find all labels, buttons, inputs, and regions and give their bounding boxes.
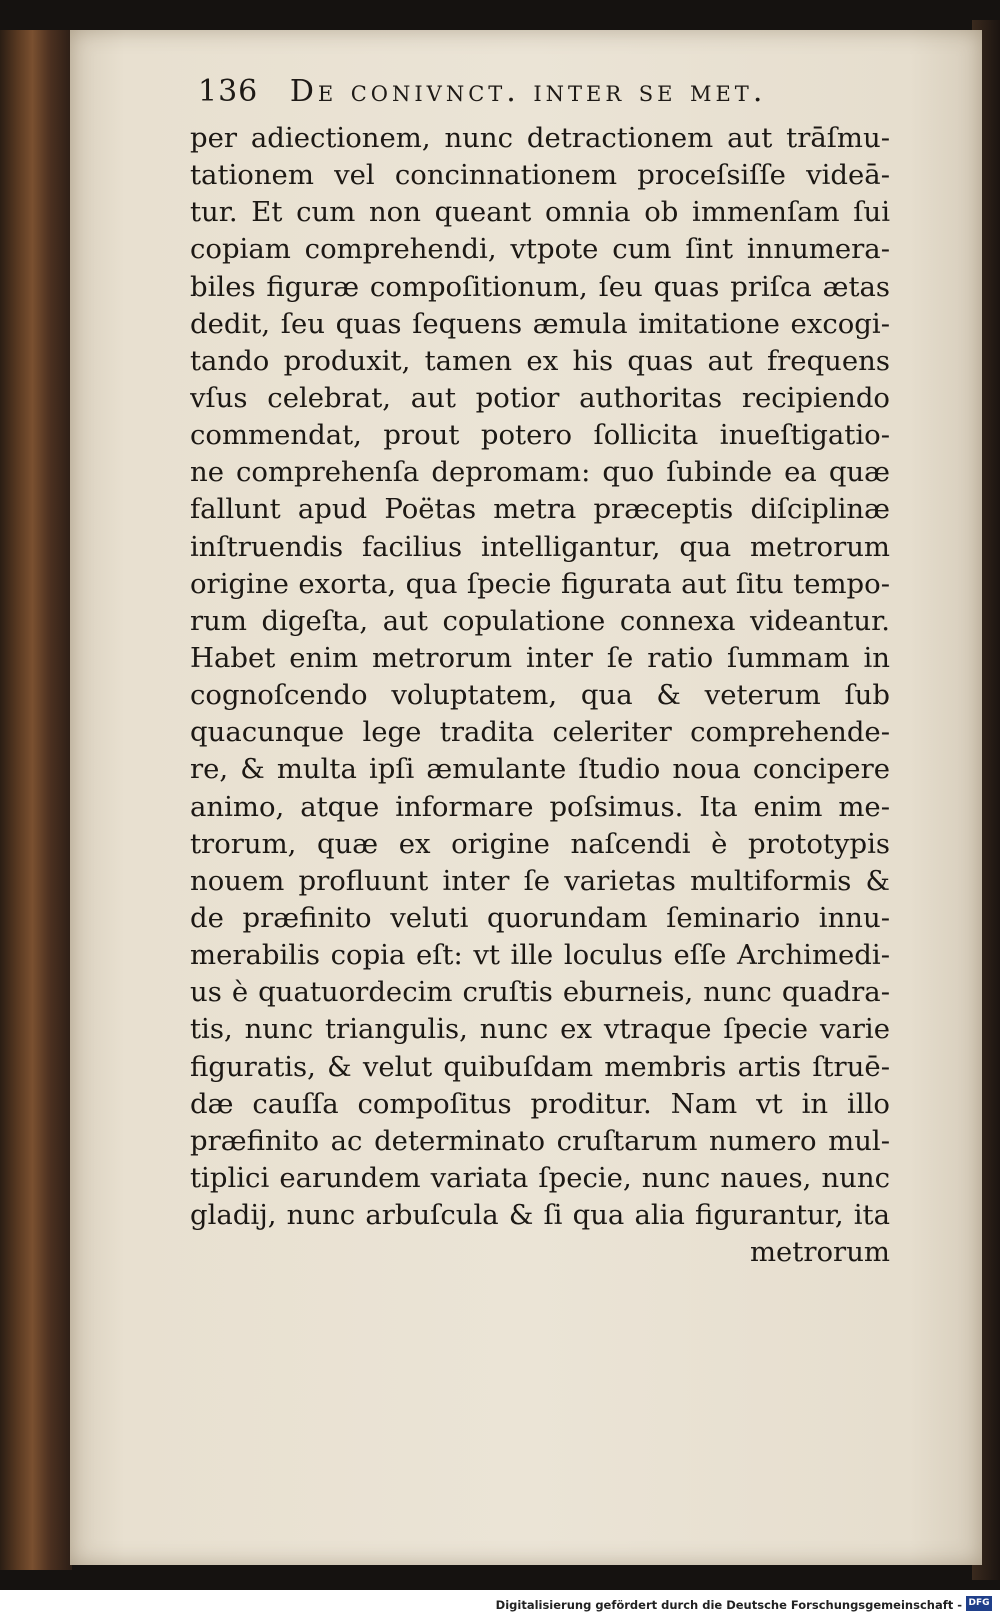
text-line: vſus celebrat, aut potior authoritas recipiendo [190, 381, 890, 414]
text-line: nouem profluunt inter ſe varietas multiformis & [190, 864, 890, 897]
dfg-logo-icon: DFG [966, 1596, 992, 1611]
text-line: re, & multa ipſi æmulante ſtudio noua concipere [190, 753, 890, 786]
text-line: Habet enim metrorum inter ſe ratio ſummam in [190, 641, 890, 674]
text-line: tando produxit, tamen ex his quas aut frequens [190, 344, 890, 377]
text-line: copiam comprehendi, vtpote cum ſint innumera- [190, 233, 890, 266]
text-line: biles figuræ compoſitionum, ſeu quas priſca ætas [190, 270, 890, 303]
running-head [198, 74, 888, 109]
text-line: cognoſcendo voluptatem, qua & veterum ſub [190, 679, 890, 712]
text-line: præfinito ac determinato cruſtarum numero mul- [190, 1124, 890, 1157]
text-line: dedit, ſeu quas ſequens æmula imitatione excogi- [190, 307, 890, 340]
text-line: de præfinito veluti quorundam ſeminario innu- [190, 901, 890, 934]
page-number: 136 [198, 74, 259, 109]
digitization-credit: Digitalisierung gefördert durch die Deutsche Forschungsgemeinschaft - [495, 1598, 962, 1612]
text-line: ne comprehenſa depromam: quo ſubinde ea quæ [190, 456, 890, 489]
text-line: trorum, quæ ex origine naſcendi è prototypis [190, 827, 890, 860]
text-line: quacunque lege tradita celeriter comprehende- [190, 716, 890, 749]
text-line: origine exorta, qua ſpecie figurata aut ſitu tempo- [190, 567, 890, 600]
body-text [190, 120, 890, 1271]
footer-bar [0, 1590, 1000, 1620]
text-line: tiplici earundem variata ſpecie, nunc naues, nunc [190, 1161, 890, 1194]
running-title: De conivnct. inter se met. [289, 74, 767, 109]
text-line: tis, nunc triangulis, nunc ex vtraque ſpecie varie [190, 1013, 890, 1046]
text-line: commendat, prout potero ſollicita inueſtigatio- [190, 419, 890, 452]
catchword: metrorum [749, 1236, 890, 1269]
text-line: merabilis copia eſt: vt ille loculus eſſe Archimedi- [190, 939, 890, 972]
text-line: tationem vel concinnationem proceſsiſſe videā- [190, 159, 890, 192]
text-line: figuratis, & velut quibuſdam membris artis ſtruē- [190, 1050, 890, 1083]
text-line: animo, atque informare poſsimus. Ita enim me- [190, 790, 890, 823]
text-line: dæ cauſſa compoſitus proditur. Nam vt in illo [190, 1087, 890, 1120]
text-line: fallunt apud Poëtas metra præceptis diſciplinæ [190, 493, 890, 526]
text-line: inſtruendis facilius intelligantur, qua metrorum [190, 530, 890, 563]
text-line: rum digeſta, aut copulatione connexa videantur. [190, 604, 890, 637]
text-line: tur. Et cum non queant omnia ob immenſam ſui [190, 196, 890, 229]
text-line: per adiectionem, nunc detractionem aut trāſmu- [190, 122, 890, 154]
book-cover-left-edge [0, 30, 72, 1570]
text-line: gladij, nunc arbuſcula & ſi qua alia figurantur, ita [190, 1199, 890, 1232]
text-line: us è quatuordecim cruſtis eburneis, nunc quadra- [190, 976, 890, 1009]
